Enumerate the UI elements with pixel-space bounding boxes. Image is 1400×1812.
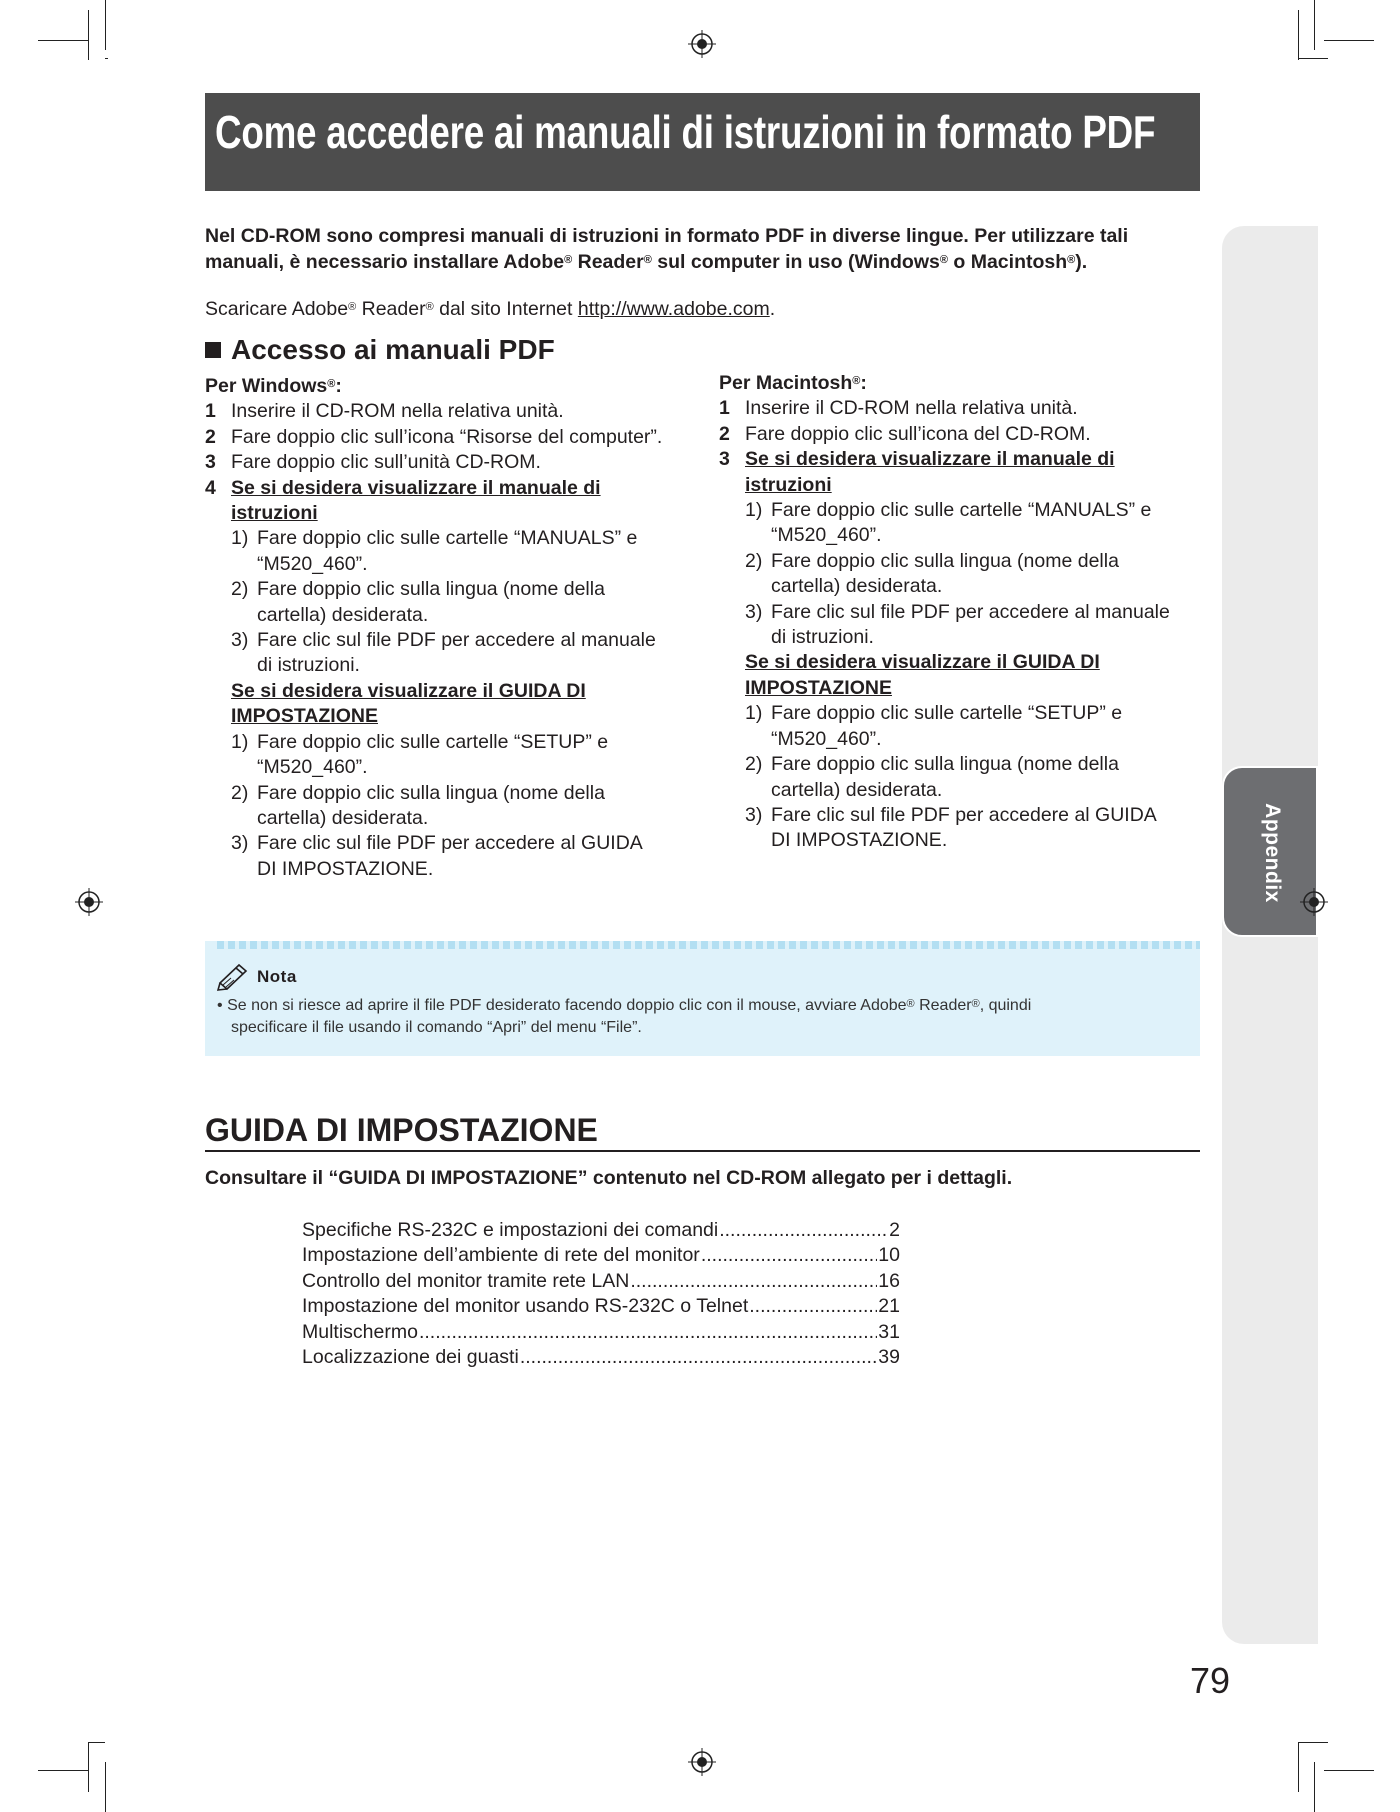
toc-row: Impostazione del monitor usando RS-232C o Telnet ..... 21 [302,1294,900,1319]
title-bar [205,93,1200,191]
sub-item: 1) Fare doppio clic sulle cartelle “MANUALS” e “M520_460”. [231,527,638,575]
list-item: 1 Inserire il CD-ROM nella relativa unità. [719,397,1078,420]
sub-item: 2) Fare doppio clic sulla lingua (nome della cartella) desiderata. [231,578,605,626]
square-bullet-icon [205,342,221,358]
mac-heading: Per Macintosh®: [719,372,867,394]
windows-column [205,374,705,882]
setup-subheading: Se si desidera visualizzare il GUIDA DI IMPOSTAZIONE [231,679,586,728]
adobe-link[interactable]: http://www.adobe.com [577,298,770,320]
toc-row: Controllo del monitor tramite rete LAN ..... 16 [302,1269,900,1294]
toc-row: Localizzazione dei guasti ..... 39 [302,1345,900,1370]
list-item: 2 Fare doppio clic sull’icona del CD-ROM. [719,422,1091,445]
sub-item: 3) Fare clic sul file PDF per accedere al manuale di istruzioni. [231,629,656,677]
windows-heading: Per Windows®: [205,375,342,397]
sub-item: 3) Fare clic sul file PDF per accedere al manuale di istruzioni. [745,600,1170,649]
guide-title: GUIDA DI IMPOSTAZIONE [205,1112,598,1148]
sub-item: 1) Fare doppio clic sulle cartelle “SETUP” e “M520_460”. [745,702,1123,750]
registration-mark-icon [1300,888,1328,916]
list-item: 1 Inserire il CD-ROM nella relativa unità. [205,400,564,423]
list-item: 4 Se si desidera visualizzare il manuale di istruzioni [205,476,601,525]
intro-paragraph [205,223,1205,275]
note-box [205,941,1200,1056]
sub-item: 2) Fare doppio clic sulla lingua (nome della cartella) desiderata. [745,753,1119,801]
guide-intro: Consultare il “GUIDA DI IMPOSTAZIONE” contenuto nel CD-ROM allegato per i dettagli. [205,1167,1013,1189]
note-text: • Se non si riesce ad aprire il file PDF desiderato facendo doppio clic con il mouse, avviare Adobe® Reader®, quindi specificare il file usando il comando “Apri” del menu “File”. [217,997,1032,1036]
toc-row: Multischermo ..... 31 [302,1320,900,1345]
guide-divider [205,1150,1200,1152]
intro-line: manuali, è necessario installare Adobe® Reader® sul computer in uso (Windows® o Macintosh®). [205,251,1088,273]
appendix-tab-label: Appendix [1261,803,1284,903]
download-line: Scaricare Adobe® Reader® dal sito Internet http://www.adobe.com. [205,298,776,320]
list-item: 3 Se si desidera visualizzare il manuale di istruzioni [719,448,1115,496]
registration-mark-icon [688,1748,716,1776]
setup-subheading: Se si desidera visualizzare il GUIDA DI IMPOSTAZIONE [745,651,1100,699]
page-title: Come accedere ai manuali di istruzioni in formato PDF [215,106,1156,158]
mac-column [719,371,1219,854]
sub-item: 1) Fare doppio clic sulle cartelle “SETUP” e “M520_460”. [231,730,609,779]
toc-row: Specifiche RS-232C e impostazioni dei comandi ..... 2 [302,1218,900,1243]
pencil-note-icon [217,961,259,991]
section-heading: Accesso ai manuali PDF [205,334,555,366]
note-divider [217,941,1200,949]
list-item: 3 Fare doppio clic sull’unità CD-ROM. [205,451,541,474]
intro-line: Nel CD-ROM sono compresi manuali di istruzioni in formato PDF in diverse lingue. Per utilizzare tali [205,225,1129,247]
page-number: 79 [1190,1660,1231,1701]
sub-item: 3) Fare clic sul file PDF per accedere al GUIDA DI IMPOSTAZIONE. [231,832,643,880]
list-item: 2 Fare doppio clic sull’icona “Risorse del computer”. [205,425,663,448]
registration-mark-icon [688,30,716,58]
sub-item: 2) Fare doppio clic sulla lingua (nome della cartella) desiderata. [745,549,1119,598]
toc-row: Impostazione dell’ambiente di rete del monitor ..... 10 [302,1243,900,1268]
sub-item: 2) Fare doppio clic sulla lingua (nome della cartella) desiderata. [231,781,605,829]
note-title: Nota [257,967,297,986]
sub-item: 3) Fare clic sul file PDF per accedere al GUIDA DI IMPOSTAZIONE. [745,803,1157,852]
sub-item: 1) Fare doppio clic sulle cartelle “MANUALS” e “M520_460”. [745,499,1152,547]
table-of-contents [302,1218,900,1370]
registration-mark-icon [75,888,103,916]
